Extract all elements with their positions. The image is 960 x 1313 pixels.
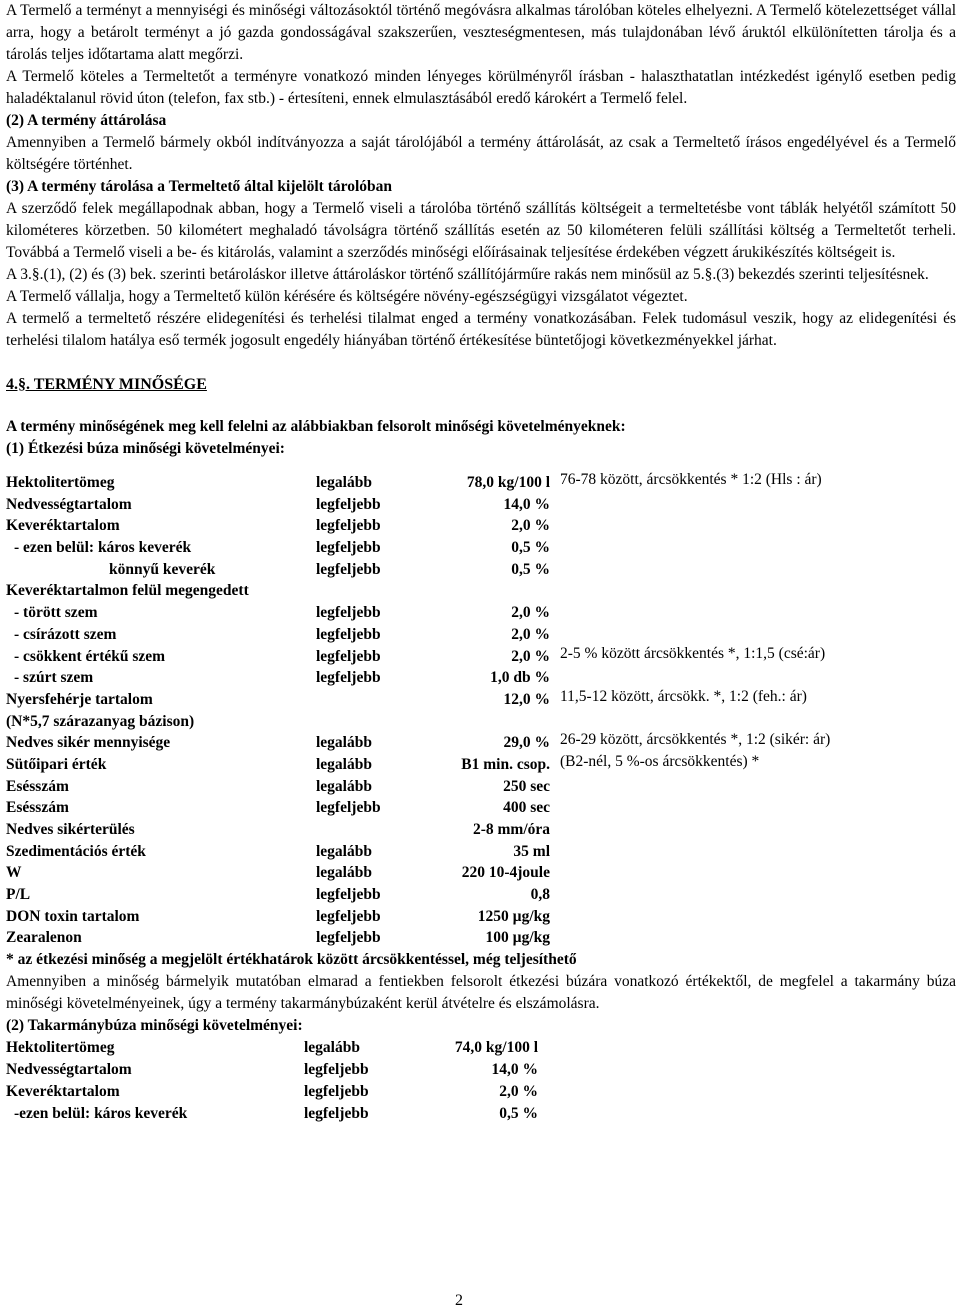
quality-value: 100 µg/kg — [485, 929, 550, 947]
quality-name: Nedvességtartalom — [6, 495, 132, 513]
quality-value: 78,0 kg/100 l — [466, 474, 550, 491]
quality-qualifier: legfeljebb — [316, 647, 381, 665]
quality-name: - csökkent értékű szem — [14, 647, 166, 665]
quality-name: Nyersfehérje tartalom — [6, 690, 153, 708]
quality-name: - törött szem — [14, 604, 98, 622]
section-title-quality: 4.§. TERMÉNY MINŐSÉGE — [6, 376, 207, 393]
quality-value: B1 min. csop. — [461, 755, 550, 773]
table-row — [6, 472, 956, 494]
quality-value: 29,0 % — [503, 734, 550, 752]
quality-value: 2-8 mm/óra — [472, 821, 550, 838]
quality-qualifier: legfeljebb — [316, 907, 381, 925]
paragraph-phytosanitary: A Termelő vállalja, hogy a Termeltető külön kérésére és költségére növény-egészségügyi vizsgálatot végeztet. — [6, 288, 688, 305]
quality-qualifier: legfeljebb — [304, 1105, 369, 1123]
table-row — [6, 559, 956, 581]
quality-qualifier: legfeljebb — [316, 517, 381, 535]
quality-qualifier: legalább — [316, 777, 372, 795]
quality-qualifier: legfeljebb — [304, 1061, 369, 1079]
quality-qualifier: legfeljebb — [316, 886, 381, 904]
quality-name: könnyű keverék — [109, 560, 216, 578]
table-row — [6, 819, 956, 841]
quality-name: Hektolitertömeg — [6, 474, 115, 491]
quality-name: Esésszám — [6, 799, 69, 817]
quality-qualifier: legalább — [316, 755, 372, 773]
quality-qualifier: legalább — [316, 842, 372, 860]
table-row — [6, 646, 956, 668]
paragraph-feed-wheat-fallback: Amennyiben a minőség bármelyik mutatóban elmarad a fentiekben felsorolt étkezési búzára vonatkozó értékektől, de megfelel a takarmány búza minőségi követelményeinek, úgy a termény takarmánybúzaként kerül átvételre és elszámolásra. — [6, 973, 956, 1013]
table-row — [6, 732, 956, 754]
paragraph-storage: A Termelő a terményt a mennyiségi és minőségi változásoktól történő megóvásra alkalmas tárolóban köteles elhelyezni. A Termelő kötelezettséget vállal arra, hogy a betárolt terményt a jó gazda gondosságával szakszerűen, veszteségmentesen, más tulajdonában lévő áruktól elkülönítetten tárolja és a tárolás teljes időtartama alatt megőrzi. — [6, 2, 956, 63]
table-row — [6, 841, 956, 863]
quality-qualifier: legalább — [316, 734, 372, 752]
quality-qualifier: legfeljebb — [304, 1083, 369, 1101]
quality-value: 74,0 kg/100 l — [454, 1039, 538, 1057]
quality-note: (B2-nél, 5 %-os árcsökkentés) * — [560, 752, 760, 770]
quality-value: 220 10-4joule — [461, 864, 550, 882]
quality-qualifier: legfeljebb — [316, 560, 381, 578]
quality-name: Keveréktartalom — [6, 1083, 120, 1101]
paragraph-loading: A 3.§.(1), (2) és (3) bek. szerinti betároláskor illetve áttároláskor történő szállítójárműre rakás nem minősül az 5.§.(3) bekezdés szerinti teljesítésnek. — [6, 266, 929, 283]
quality-name: Szedimentációs érték — [6, 842, 146, 860]
paragraph-retransfer: Amennyiben a Termelő bármely okból indítványozza a saját tárolójából a termény áttárolását, az csak a Termeltető írásos engedélyével és a Termelő költségére történhet. — [6, 134, 956, 173]
quality-qualifier: legfeljebb — [316, 495, 381, 513]
document-page — [6, 0, 956, 1125]
table-row — [6, 776, 956, 798]
quality-name: - ezen belül: káros keverék — [14, 539, 192, 557]
quality-qualifier: legfeljebb — [316, 539, 381, 557]
table-row — [6, 602, 956, 624]
quality-name: Keveréktartalmon felül megengedett — [6, 582, 249, 600]
quality-qualifier: legalább — [316, 864, 372, 882]
paragraph-notification: A Termelő köteles a Termeltetőt a terményre vonatkozó minden lényeges körülményről írásban - halaszthatatlan intézkedést igénylő esetben pedig haladéktalanul rövid úton (telefon, fax stb.) - értesíteni, ennek elmulasztásából eredő károkért a Termelő felel. — [6, 68, 956, 107]
quality-name: Hektolitertömeg — [6, 1039, 115, 1057]
quality-value: 2,0 % — [511, 647, 550, 665]
table-row — [6, 884, 956, 906]
quality-value: 250 sec — [503, 777, 550, 795]
quality-qualifier: legfeljebb — [316, 929, 381, 947]
quality-note: 2-5 % között árcsökkentés *, 1:1,5 (csé:ár) — [560, 644, 826, 662]
quality-qualifier: legfeljebb — [316, 799, 381, 817]
quality-name: Nedves sikér mennyisége — [6, 734, 171, 752]
quality-note: 76-78 között, árcsökkentés * 1:2 (Hls : ár) — [560, 471, 822, 488]
quality-name: Zearalenon — [6, 929, 82, 947]
quality-name: W — [6, 864, 22, 882]
subsection-title-2: (2) A termény áttárolása — [6, 112, 167, 129]
quality-qualifier: legalább — [316, 474, 372, 491]
quality-name: - csírázott szem — [14, 625, 117, 643]
section-intro: A termény minőségének meg kell felelni az alábbiakban felsorolt minőségi követelményeknek: — [6, 418, 626, 435]
quality-value: 35 ml — [513, 842, 550, 860]
quality-value: 400 sec — [503, 799, 550, 817]
quality-name: Nedvességtartalom — [6, 1061, 132, 1079]
quality-qualifier: legfeljebb — [316, 625, 381, 643]
quality-value: 14,0 % — [491, 1061, 538, 1079]
table1-footnote: * az étkezési minőség a megjelölt értékhatárok között árcsökkentéssel, még teljesíthető — [6, 951, 577, 969]
quality-table-wheat — [6, 472, 956, 949]
quality-value: 0,5 % — [511, 560, 550, 578]
quality-qualifier: legalább — [304, 1039, 360, 1057]
table-row — [6, 1037, 956, 1059]
quality-value: 2,0 % — [511, 517, 550, 535]
table-row — [6, 515, 956, 537]
table-row — [6, 754, 956, 776]
table-row — [6, 667, 956, 689]
table-row — [6, 689, 956, 711]
table1-title: (1) Étkezési búza minőségi követelményei: — [6, 440, 285, 457]
quality-value: 0,8 — [530, 886, 550, 904]
table-row — [6, 580, 956, 602]
quality-name: Nedves sikérterülés — [6, 821, 135, 838]
quality-name: (N*5,7 szárazanyag bázison) — [6, 712, 195, 730]
table-row — [6, 1103, 956, 1125]
quality-value: 2,0 % — [499, 1083, 538, 1101]
quality-value: 2,0 % — [511, 625, 550, 643]
quality-value: 1,0 db % — [490, 669, 550, 687]
quality-name: Esésszám — [6, 777, 69, 795]
quality-name: -ezen belül: káros keverék — [14, 1105, 188, 1123]
quality-name: Sütőipari érték — [6, 755, 107, 773]
quality-value: 12,0 % — [503, 690, 550, 708]
table-row — [6, 862, 956, 884]
table-row — [6, 494, 956, 516]
quality-value: 1250 µg/kg — [477, 907, 550, 925]
subsection-title-3: (3) A termény tárolása a Termeltető által kijelölt tárolóban — [6, 178, 393, 195]
table-row — [6, 1081, 956, 1103]
table-row — [6, 927, 956, 949]
quality-name: Keveréktartalom — [6, 517, 120, 535]
quality-name: - szúrt szem — [14, 669, 94, 687]
quality-name: DON toxin tartalom — [6, 907, 140, 925]
quality-value: 14,0 % — [503, 495, 550, 513]
table-row — [6, 1059, 956, 1081]
paragraph-transport-costs: A szerződő felek megállapodnak abban, hogy a Termelő viseli a tárolóba történő szállítás költségeit a termeltetésbe vont táblák helyétől számított 50 kilométeres körzetben. 50 kilométert meghaladó távolságra történő szállítás esetén az 50 kilométeren felüli szállítási költség a Termeltetőt terheli. Továbbá a Termelő viseli a be- és kitárolás, valamint a szerződés minőségi előírásainak teljesítése érdekében végzett árukikészítés költségeit is. — [6, 200, 956, 261]
quality-note: 11,5-12 között, árcsökk. *, 1:2 (feh.: ár) — [560, 687, 807, 705]
quality-qualifier: legfeljebb — [316, 669, 381, 687]
quality-value: 2,0 % — [511, 604, 550, 622]
quality-name: P/L — [6, 886, 31, 904]
table-row — [6, 906, 956, 928]
quality-table-feed-wheat — [6, 1037, 956, 1125]
table-row — [6, 537, 956, 559]
page-number: 2 — [455, 1292, 463, 1309]
quality-value: 0,5 % — [499, 1105, 538, 1123]
paragraph-alienation-ban: A termelő a termeltető részére elidegenítési és terhelési tilalmat enged a termény vonatkozásában. Felek tudomásul veszik, hogy az elidegenítési és terhelési tilalom hatálya eső termék jogosult engedély hiányában történő értékesítése büntetőjogi következményekkel járhat. — [6, 310, 956, 349]
table-row — [6, 797, 956, 819]
quality-value: 0,5 % — [511, 539, 550, 557]
quality-qualifier: legfeljebb — [316, 604, 381, 622]
quality-note: 26-29 között, árcsökkentés *, 1:2 (sikér: ár) — [560, 731, 831, 749]
table2-title: (2) Takarmánybúza minőségi követelményei: — [6, 1017, 303, 1035]
